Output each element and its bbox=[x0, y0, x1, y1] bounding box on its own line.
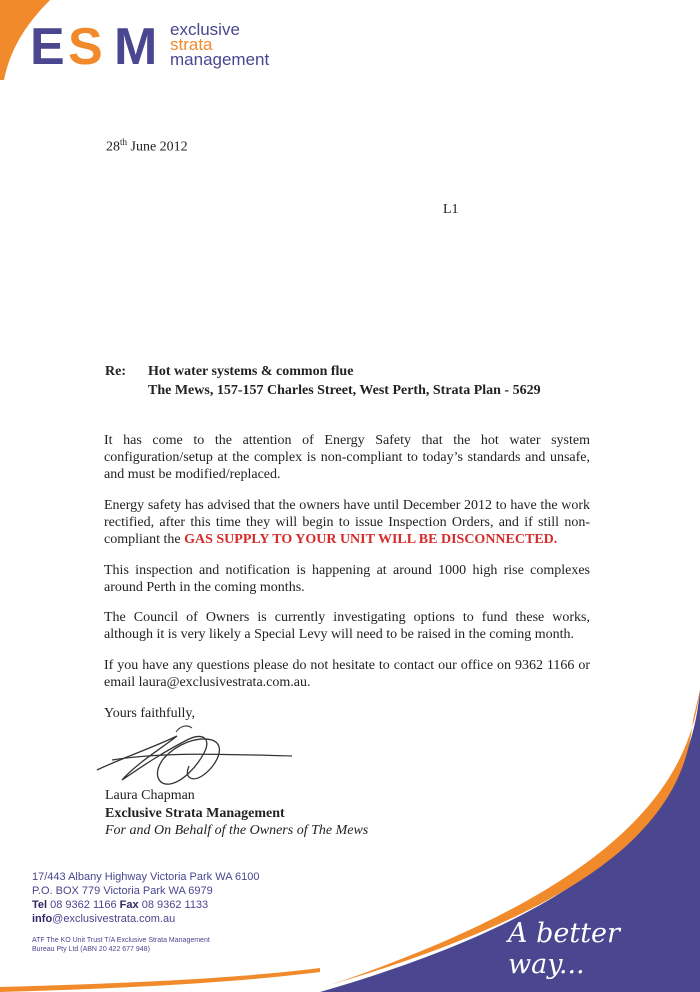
logo-word-exclusive: exclusive bbox=[170, 20, 240, 39]
subject-line-1: Hot water systems & common flue bbox=[148, 364, 354, 379]
tel-number: 08 9362 1166 bbox=[47, 899, 120, 911]
logo-letter-s: S bbox=[68, 18, 103, 68]
footer-address-1: 17/443 Albany Highway Victoria Park WA 6100 bbox=[32, 871, 260, 883]
body-paragraph-5: If you have any questions please do not hesitate to contact our office on 9362 1166 or email laura@exclusivestrata.com.au. bbox=[104, 658, 590, 690]
paragraph-2-text: Energy safety has advised that the owners have until December 2012 to have the work rectified, after this time they will begin to issue Inspection Orders, and if still non-compliant the bbox=[104, 498, 590, 547]
subject-line-2: The Mews, 157-157 Charles Street, West Perth, Strata Plan - 5629 bbox=[148, 383, 541, 398]
date-day: 28 bbox=[106, 139, 120, 155]
tagline: A better way... bbox=[508, 918, 620, 980]
body-paragraph-4: The Council of Owners is currently investigating options to fund these works, although it is very likely a Special Levy will need to be raised in the coming month. bbox=[104, 610, 590, 642]
letter-reference: L1 bbox=[443, 202, 459, 217]
footer-address-2: P.O. BOX 779 Victoria Park WA 6979 bbox=[32, 885, 213, 897]
logo-letter-m: M bbox=[114, 18, 158, 68]
signer-on-behalf: For and On Behalf of the Owners of The Mews bbox=[105, 823, 369, 838]
logo-letter-e: E bbox=[30, 18, 65, 68]
closing-salutation: Yours faithfully, bbox=[104, 706, 196, 721]
esm-logo-mark bbox=[30, 18, 166, 68]
tel-label: Tel bbox=[32, 899, 48, 911]
body-paragraph-2 bbox=[104, 497, 590, 548]
bottom-left-orange-line bbox=[0, 968, 320, 992]
letter-date bbox=[106, 137, 188, 156]
body-paragraph-3: This inspection and notification is happening at around 1000 high rise complexes around Perth in the coming months. bbox=[104, 563, 590, 595]
signer-name: Laura Chapman bbox=[105, 788, 195, 803]
footer-legal bbox=[32, 936, 210, 954]
disconnection-warning: GAS SUPPLY TO YOUR UNIT WILL BE DISCONNECTED. bbox=[184, 532, 558, 547]
logo-wordmark bbox=[170, 22, 269, 67]
footer-legal-line-1: ATF The KO Unit Trust T/A Exclusive Strata Management bbox=[32, 937, 210, 944]
body-paragraph-1: It has come to the attention of Energy Safety that the hot water system configuration/setup at the complex is non-compliant to today’s standards and unsafe, and must be modified/replaced. bbox=[104, 433, 590, 482]
subject-label: Re: bbox=[105, 364, 126, 379]
footer-phone-fax bbox=[32, 898, 208, 912]
email-domain: @exclusivestrata.com.au bbox=[52, 913, 176, 925]
logo-word-strata: strata bbox=[170, 35, 213, 54]
footer-email bbox=[32, 912, 175, 926]
email-user: info bbox=[32, 913, 53, 925]
fax-label: Fax bbox=[119, 899, 139, 911]
signer-company: Exclusive Strata Management bbox=[105, 806, 285, 821]
handwritten-signature bbox=[92, 718, 297, 790]
date-suffix: th bbox=[120, 137, 128, 147]
footer-legal-line-2: Bureau Pty Ltd (ABN 20 422 677 948) bbox=[32, 946, 150, 953]
logo-word-management: management bbox=[170, 50, 270, 69]
fax-number: 08 9362 1133 bbox=[138, 899, 209, 911]
date-month-year: June 2012 bbox=[127, 139, 188, 155]
